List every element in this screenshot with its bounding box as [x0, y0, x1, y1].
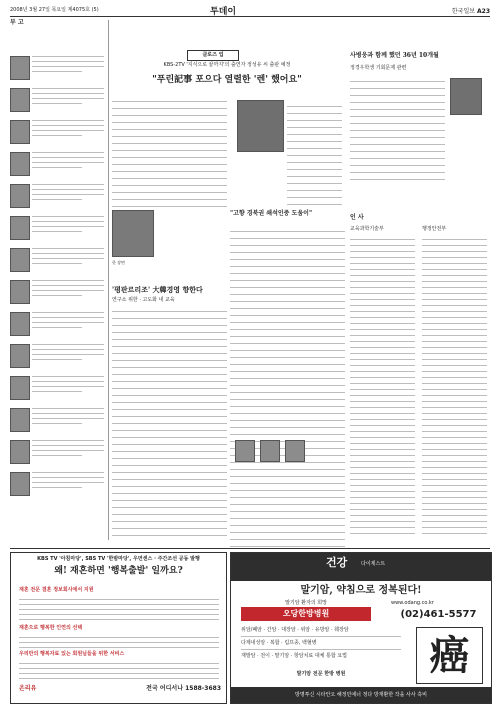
health-ad-website: www.odang.co.kr: [391, 600, 434, 606]
portrait-photo: [10, 312, 30, 336]
kbs-ad: [10, 552, 227, 704]
portrait-photo: [10, 472, 30, 496]
kbs-ad-section1: 재혼 전문 결혼 정보회사에서 지원: [19, 587, 94, 593]
health-ad-info-3: 재발암 · 전이 · 말기암 · 항암치료 대체 통합 요법: [241, 653, 348, 659]
personnel-sub-right: 행정안전부: [422, 226, 447, 232]
section-title: 투데이: [210, 7, 237, 17]
portrait-photo: [10, 184, 30, 208]
page-header: [10, 4, 490, 17]
kbs-ad-section1-body: [19, 595, 219, 620]
center-headline: "고향 경북권 쇄석인중 도움이": [230, 210, 313, 217]
obituary-entry: [10, 212, 105, 244]
feature-photo: [237, 100, 284, 152]
personnel-title: 인 사: [350, 214, 364, 221]
kbs-ad-section3-body: [19, 659, 219, 679]
center-story: [230, 205, 345, 545]
health-ad-slogan: 말기암 환자의 희망: [285, 600, 327, 606]
health-ad: [230, 552, 492, 704]
portrait-photo: [10, 408, 30, 432]
obituary-entry: [10, 468, 105, 500]
obituary-entry: [10, 372, 105, 404]
portrait-photo: [235, 440, 255, 462]
portrait-photo: [285, 440, 305, 462]
portrait-photo: [10, 56, 30, 80]
kbs-ad-section3: 우리만의 행복자료 있는 회원님들을 위한 서비스: [19, 651, 125, 657]
health-ad-bottom-bar: 방명투신 시타안오 해정민에너 정다 방재환한 작을 사사 혹비: [231, 687, 491, 703]
portrait-photo: [10, 248, 30, 272]
date-line: 2008년 3월 27일 목요일 제4075호 (5): [10, 7, 99, 13]
health-ad-footer: 말기암 전문 한방 병원: [296, 671, 346, 677]
portrait-photo: [10, 440, 30, 464]
obituary-title: 부 고: [10, 19, 24, 26]
obituary-column: [10, 20, 109, 540]
right-top-story: [350, 20, 490, 170]
kbs-ad-section2-body: [19, 633, 219, 648]
obituary-entry: [10, 340, 105, 372]
portrait-photo: [10, 376, 30, 400]
kbs-ad-hotline: 전국 어디서나 1588-3683: [146, 685, 221, 692]
mid-story-body: [112, 305, 227, 536]
feature-body-right: [287, 100, 342, 205]
obituary-entry: [10, 404, 105, 436]
feature-story: [112, 20, 342, 210]
health-ad-logo: 건강: [326, 556, 348, 569]
portrait-photo: [10, 152, 30, 176]
portrait-photo: [10, 120, 30, 144]
portrait-photo: [450, 78, 482, 115]
feature-kicker: KBS-2TV '지식으로 끝까지'의 출연자 정성유 씨 출판 예정: [163, 62, 291, 68]
people-photo: [112, 210, 154, 257]
right-top-body: [350, 75, 445, 180]
kbs-ad-logo: 온리유: [19, 685, 37, 692]
portrait-photo: [10, 344, 30, 368]
personnel-sub-left: 교육과학기술부: [350, 226, 384, 232]
obituary-entry: [10, 84, 105, 116]
personnel-list-left: [350, 234, 415, 534]
health-ad-info: [241, 627, 401, 659]
portrait-photo: [10, 280, 30, 304]
right-top-subhead: 정경우학생 기회문제 관련: [350, 65, 407, 71]
mid-story: [112, 205, 227, 545]
obituary-list: [10, 52, 105, 500]
portrait-photo: [260, 440, 280, 462]
photo-caption: 한 장면: [112, 260, 125, 265]
obituary-entry: [10, 436, 105, 468]
obituary-entry: [10, 276, 105, 308]
ad-divider: [10, 548, 490, 549]
portrait-photo: [10, 88, 30, 112]
obituary-entry: [10, 52, 105, 84]
obituary-entry: [10, 148, 105, 180]
obituary-entry: [10, 308, 105, 340]
center-body: [230, 225, 345, 547]
personnel-section: [350, 210, 490, 545]
mid-story-byline: 연구소 위한 · 고도화 내 교육: [112, 297, 175, 303]
column-label: 클로즈 업: [187, 50, 239, 61]
personnel-list-right: [422, 234, 487, 534]
obituary-entry: [10, 244, 105, 276]
feature-body-left: [112, 95, 227, 207]
mid-story-headline: '평판르리조' 大韓경영 향한다: [112, 285, 203, 294]
paper-name-and-page: 한국일보 A23: [451, 8, 490, 15]
health-ad-clinic-name: 오당한방병원: [241, 607, 371, 621]
feature-headline: "푸린記事 포으다 열렬한 '렌' 했어요": [152, 75, 302, 85]
health-ad-cancer-char: 癌: [416, 627, 483, 684]
health-ad-info-2: 다제내성암 · 복합 · 림프종, 백혈병: [241, 640, 317, 646]
health-ad-info-1: 위암/폐암 · 간암 · 대장암 · 위암 · 유방암 · 췌장암: [241, 627, 349, 633]
kbs-ad-section2: 재혼으로 행복한 인연의 선택: [19, 625, 83, 631]
obituary-entry: [10, 116, 105, 148]
health-ad-phone: (02)461-5577: [400, 609, 477, 620]
health-ad-banner: [231, 553, 491, 581]
portrait-photo: [10, 216, 30, 240]
kbs-ad-top-line: KBS TV '아침마당', SBS TV '한밤마당', 우먼센스 · 주간조선 공동 발행: [37, 556, 200, 562]
health-ad-logo-sub: 다이제스트: [361, 561, 386, 567]
kbs-ad-headline: 왜! 재혼하면 '행복출발' 일까요?: [54, 566, 183, 576]
right-top-headline: 사병웅과 함께 했던 36년 10개월: [350, 52, 439, 59]
obituary-entry: [10, 180, 105, 212]
health-ad-headline: 말기암, 약침으로 정복된다!: [300, 585, 422, 596]
